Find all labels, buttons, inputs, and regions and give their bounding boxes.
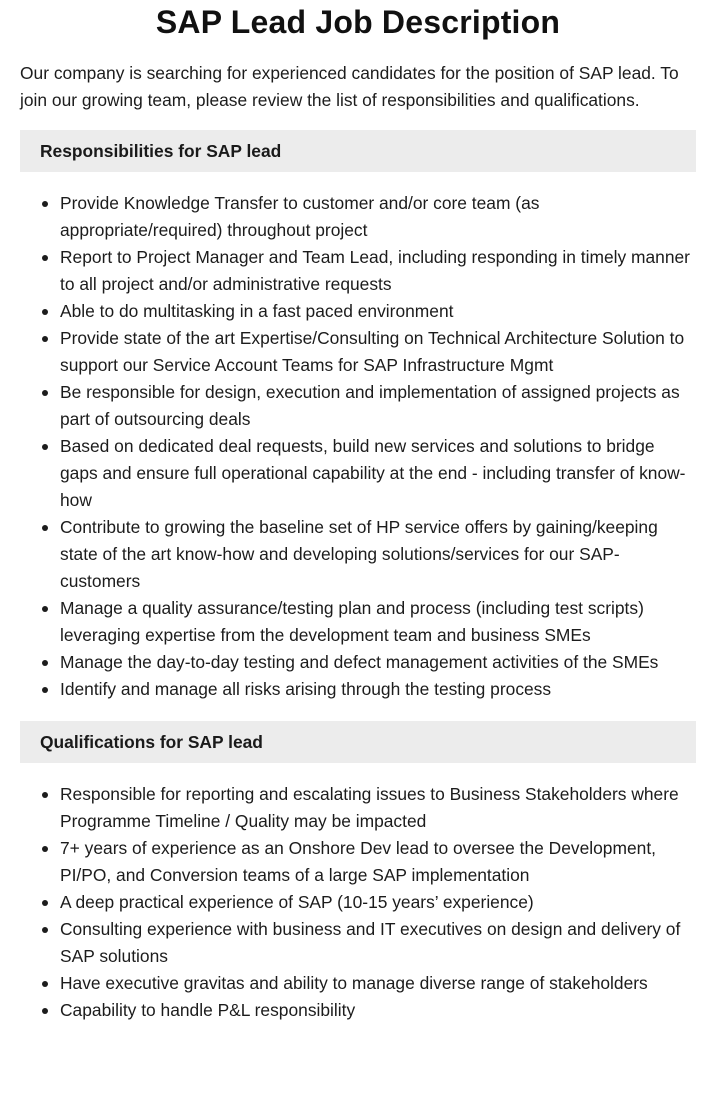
qualifications-header: Qualifications for SAP lead (20, 721, 696, 763)
list-item (20, 595, 696, 649)
list-item-text: Contribute to growing the baseline set of HP service offers by gaining/keeping state of the art know-how and developing solutions/services for our SAP-customers (60, 517, 658, 591)
list-item-text: Manage the day-to-day testing and defect management activities of the SMEs (60, 652, 659, 672)
bullet-icon (42, 525, 48, 531)
bullet-icon (42, 390, 48, 396)
bullet-icon (42, 1008, 48, 1014)
list-item-text: Manage a quality assurance/testing plan and process (including test scripts) leveraging expertise from the development team and business SMEs (60, 598, 644, 645)
list-item-text: A deep practical experience of SAP (10-15 years’ experience) (60, 892, 534, 912)
list-item (20, 514, 696, 595)
list-item (20, 649, 696, 676)
job-description-page (20, 0, 696, 1024)
bullet-icon (42, 255, 48, 261)
list-item (20, 676, 696, 703)
list-item (20, 244, 696, 298)
list-item (20, 298, 696, 325)
list-item-text: Able to do multitasking in a fast paced environment (60, 301, 454, 321)
responsibilities-list (20, 190, 696, 703)
list-item-text: Based on dedicated deal requests, build new services and solutions to bridge gaps and ensure full operational capability at the end - including transfer of know-how (60, 436, 686, 510)
bullet-icon (42, 687, 48, 693)
list-item (20, 970, 696, 997)
list-item (20, 997, 696, 1024)
bullet-icon (42, 336, 48, 342)
page-title: SAP Lead Job Description (155, 4, 561, 40)
bullet-icon (42, 201, 48, 207)
bullet-icon (42, 900, 48, 906)
list-item-text: Be responsible for design, execution and implementation of assigned projects as part of outsourcing deals (60, 382, 680, 429)
list-item (20, 325, 696, 379)
responsibilities-header: Responsibilities for SAP lead (20, 130, 696, 172)
list-item-text: Responsible for reporting and escalating issues to Business Stakeholders where Programme Timeline / Quality may be impacted (60, 784, 679, 831)
bullet-icon (42, 792, 48, 798)
list-item-text: Have executive gravitas and ability to manage diverse range of stakeholders (60, 973, 648, 993)
bullet-icon (42, 444, 48, 450)
list-item-text: Provide state of the art Expertise/Consulting on Technical Architecture Solution to support our Service Account Teams for SAP Infrastructure Mgmt (60, 328, 685, 375)
bullet-icon (42, 981, 48, 987)
list-item-text: Report to Project Manager and Team Lead, including responding in timely manner to all project and/or administrative requests (60, 247, 690, 294)
list-item-text: Provide Knowledge Transfer to customer and/or core team (as appropriate/required) throughout project (60, 193, 540, 240)
list-item (20, 916, 696, 970)
bullet-icon (42, 927, 48, 933)
list-item-text: Capability to handle P&L responsibility (60, 1000, 356, 1020)
list-item-text: Identify and manage all risks arising through the testing process (60, 679, 552, 699)
list-item (20, 433, 696, 514)
bullet-icon (42, 660, 48, 666)
list-item (20, 835, 696, 889)
list-item (20, 190, 696, 244)
intro-paragraph: Our company is searching for experienced candidates for the position of SAP lead. To join our growing team, please review the list of responsibilities and qualifications. (20, 63, 679, 110)
qualifications-list (20, 781, 696, 1024)
bullet-icon (42, 846, 48, 852)
bullet-icon (42, 606, 48, 612)
list-item (20, 781, 696, 835)
list-item (20, 379, 696, 433)
list-item (20, 889, 696, 916)
bullet-icon (42, 309, 48, 315)
list-item-text: Consulting experience with business and IT executives on design and delivery of SAP solutions (60, 919, 681, 966)
list-item-text: 7+ years of experience as an Onshore Dev lead to oversee the Development, PI/PO, and Conversion teams of a large SAP implementation (60, 838, 656, 885)
